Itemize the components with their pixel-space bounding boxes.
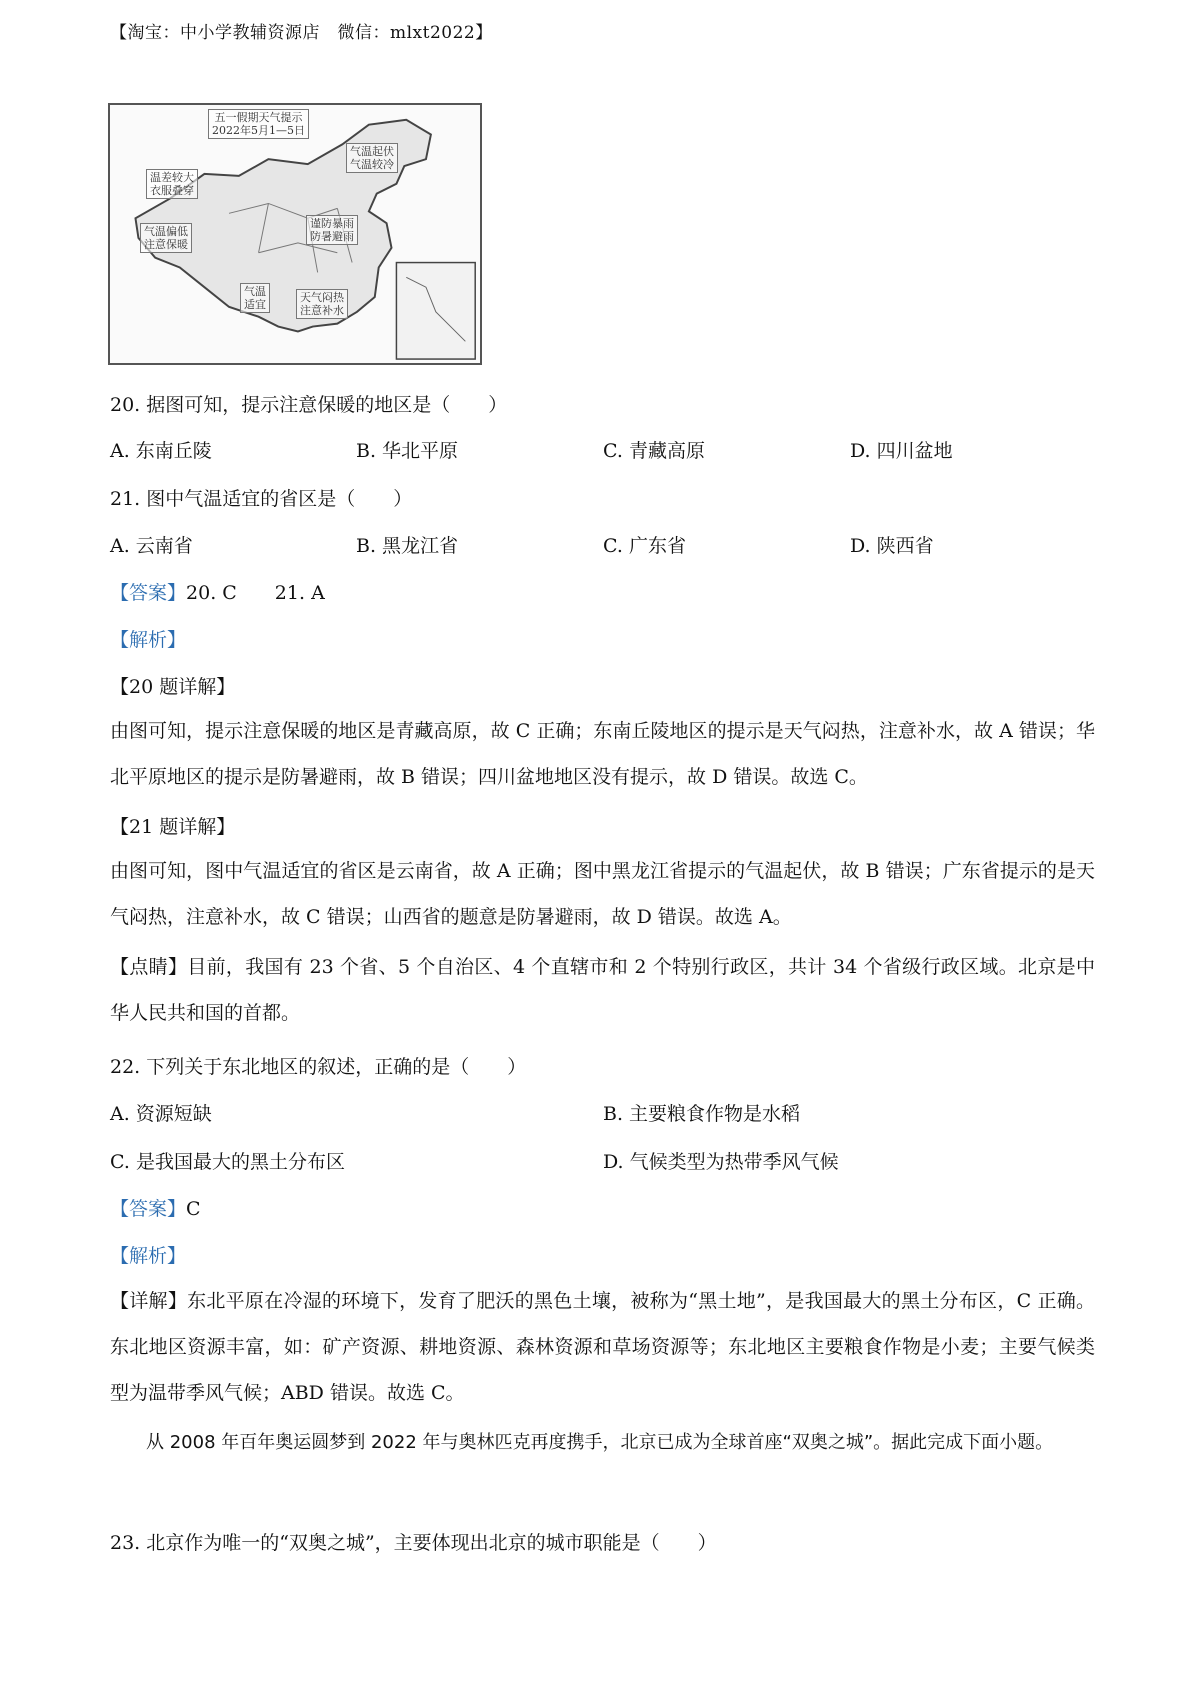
- map-label-northwest: 温差较大 衣服叠穿: [146, 169, 198, 199]
- analysis-1-heading: 【解析】: [110, 629, 187, 651]
- detail-20-title: 【20 题详解】: [110, 676, 236, 698]
- map-label-central: 谨防暴雨 防暑避雨: [306, 215, 358, 245]
- answer-1: [110, 578, 325, 605]
- detail-21-text: 由图可知，图中气温适宜的省区是云南省，故 A 正确；图中黑龙江省提示的气温起伏，故 B 错误；广东省提示的是天气闷热，注意补水，故 C 错误；山西省的题意是防暑避雨，故 D 错误。故选 A。: [110, 860, 1095, 928]
- china-weather-map: [108, 103, 482, 365]
- answer-1-text: 20. C 21. A: [186, 582, 325, 604]
- map-label-west: 气温偏低 注意保暖: [140, 223, 192, 253]
- answer-1-tag: 【答案】: [110, 582, 187, 604]
- answer-2-text: C: [186, 1198, 201, 1220]
- q21-stem: 21. 图中气温适宜的省区是（ ）: [110, 488, 413, 510]
- q22-option-a: A. 资源短缺: [110, 1103, 212, 1125]
- dianjing-note: 【点睛】目前，我国有 23 个省、5 个自治区、4 个直辖市和 2 个特别行政区，共计 34 个省级行政区域。北京是中华人民共和国的首都。: [110, 956, 1095, 1024]
- q20-option-b: B. 华北平原: [356, 440, 459, 462]
- q20-stem: 20. 据图可知，提示注意保暖的地区是（ ）: [110, 394, 508, 416]
- q21-option-b: B. 黑龙江省: [356, 535, 459, 557]
- q21-option-c: C. 广东省: [603, 535, 686, 557]
- q22-option-d: D. 气候类型为热带季风气候: [603, 1151, 839, 1173]
- map-label-northeast: 气温起伏 气温较冷: [346, 143, 398, 173]
- map-title: [208, 109, 309, 139]
- q22-option-b: B. 主要粮食作物是水稻: [603, 1103, 801, 1125]
- q22-stem: 22. 下列关于东北地区的叙述，正确的是（ ）: [110, 1056, 527, 1078]
- answer-2: [110, 1194, 201, 1221]
- q21-option-a: A. 云南省: [110, 535, 193, 557]
- page-header: 【淘宝：中小学教辅资源店 微信：mlxt2022】: [110, 23, 493, 43]
- map-label-southwest: 气温 适宜: [240, 283, 270, 313]
- map-label-southeast: 天气闷热 注意补水: [296, 289, 348, 319]
- q20-option-a: A. 东南丘陵: [110, 440, 212, 462]
- q20-option-d: D. 四川盆地: [850, 440, 953, 462]
- q22-option-c: C. 是我国最大的黑土分布区: [110, 1151, 345, 1173]
- q20-option-c: C. 青藏高原: [603, 440, 705, 462]
- map-title-line2: 2022年5月1—5日: [212, 124, 305, 137]
- answer-2-tag: 【答案】: [110, 1198, 187, 1220]
- q21-option-d: D. 陕西省: [850, 535, 934, 557]
- detail-21-title: 【21 题详解】: [110, 816, 236, 838]
- map-title-line1: 五一假期天气提示: [214, 111, 303, 124]
- q23-stem: 23. 北京作为唯一的“双奥之城”，主要体现出北京的城市职能是（ ）: [110, 1532, 717, 1554]
- detail-22-text: 【详解】东北平原在冷湿的环境下，发育了肥沃的黑色土壤，被称为“黑土地”，是我国最大的黑土分布区，C 正确。东北地区资源丰富，如：矿产资源、耕地资源、森林资源和草场资源等；东北地区主要粮食作物是小麦；主要气候类型为温带季风气候；ABD 错误。故选 C。: [110, 1290, 1095, 1404]
- analysis-2-heading: 【解析】: [110, 1245, 187, 1267]
- detail-20-text: 由图可知，提示注意保暖的地区是青藏高原，故 C 正确；东南丘陵地区的提示是天气闷热，注意补水，故 A 错误；华北平原地区的提示是防暑避雨，故 B 错误；四川盆地地区没有提示，故 D 错误。故选 C。: [110, 720, 1095, 788]
- reading-passage: 从 2008 年百年奥运圆梦到 2022 年与奥林匹克再度携手，北京已成为全球首座“双奥之城”。据此完成下面小题。: [146, 1432, 1054, 1453]
